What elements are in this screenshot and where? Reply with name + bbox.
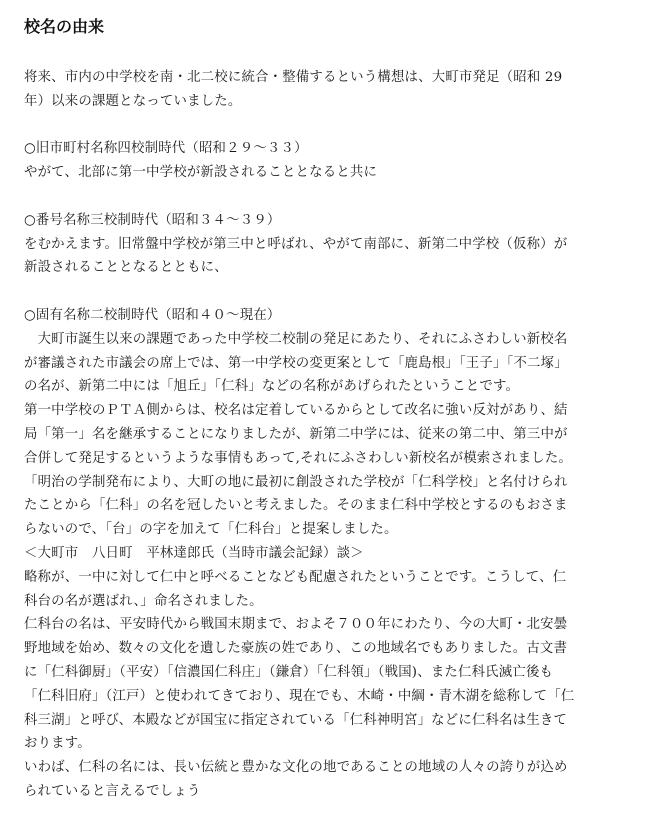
section-two-schools: [24, 304, 639, 804]
section-text-line: 「仁科旧府」（江戸）と使われてきており、現在でも、木崎・中綱・青木湖を総称して「仁: [24, 688, 575, 704]
section-text-line: 大町市誕生以来の課題であった中学校二校制の発足にあたり、それにふさわしい新校名: [24, 331, 568, 347]
section-text-line: られていると言えるでしょう: [24, 783, 201, 799]
section-three-schools: [24, 209, 639, 280]
section-text-line: いわば、仁科の名には、長い伝統と豊かな文化の地であることの地域の人々の誇りが込め: [24, 760, 568, 776]
section-text-line: をむかえます。旧常盤中学校が第三中と呼ばれ、やがて南部に、新第二中学校（仮称）が: [24, 236, 568, 252]
section-text-line: ＜大町市 八日町 平林達郎氏（当時市議会記録）談＞: [24, 545, 364, 561]
paragraph-gap: [24, 185, 639, 209]
paragraph-gap: [24, 280, 639, 304]
section-text-line: が審議された市議会の席上では、第一中学校の変更案として「鹿島根」「王子」「不二塚」: [24, 355, 568, 371]
document-title: 校名の由来: [24, 17, 105, 36]
section-text-line: 「明治の学制発布により、大町の地に最初に創設された学校が「仁科学校」と名付けられ: [24, 474, 568, 490]
section-heading: ○番号名称三校制時代（昭和３４～３９）: [24, 212, 281, 228]
section-text-line: 略称が、一中に対して仁中と呼べることなども配慮されたということです。こうして、仁: [24, 569, 567, 585]
paragraph-gap: [24, 114, 639, 138]
section-text-line: 新設されることとなるとともに、: [24, 260, 228, 276]
intro-paragraph: [24, 66, 639, 114]
section-text-line: の名が、新第二中には「旭丘」「仁科」などの名称があげられたということです。: [24, 379, 520, 395]
section-text-line: 局「第一」名を継承することになりましたが、新第二中学には、従来の第二中、第三中が: [24, 426, 568, 442]
intro-line: 将来、市内の中学校を南・北二校に統合・整備するという構想は、大町市発足（昭和 29: [24, 70, 563, 85]
section-text-line: やがて、北部に第一中学校が新設されることとなると共に: [24, 165, 378, 181]
section-heading: ○固有名称二校制時代（昭和４０～現在）: [24, 307, 281, 323]
section-heading: ○旧市町村名称四校制時代（昭和２９～３３）: [24, 141, 308, 157]
section-text-line: たことから「仁科」の名を冠したいと考えました。そのまま仁科中学校とするのもおさま: [24, 498, 568, 514]
section-text-line: 科三湖」と呼び、本殿などが国宝に指定されている「仁科神明宮」などに仁科名は生きて: [24, 712, 568, 728]
section-text-line: 合併して発足するというような事情もあって,それにふさわしい新校名が模索されました。: [24, 450, 572, 466]
section-four-schools: [24, 137, 639, 185]
section-text-line: おります。: [24, 736, 91, 752]
section-text-line: 野地域を始め、数々の文化を遺した豪族の姓であり、この地域名でもありました。古文書: [24, 641, 568, 657]
section-text-line: 第一中学校のＰＴＡ側からは、校名は定着しているからとして改名に強い反対があり、結: [24, 403, 568, 419]
section-text-line: 仁科台の名は、平安時代から戦国末期まで、およそ７００年にわたり、今の大町・北安曇: [24, 617, 568, 633]
section-text-line: 科台の名が選ばれ、」命名されました。: [24, 593, 263, 609]
section-text-line: に「仁科御厨」（平安）「信濃国仁科庄」（鎌倉）「仁科領」（戦国)、また仁科氏滅亡後も: [24, 664, 554, 680]
intro-line: 年）以来の課題となっていました。: [24, 93, 242, 109]
section-text-line: らないので、「台」の字を加えて「仁科台」と提案しました。: [24, 522, 398, 538]
